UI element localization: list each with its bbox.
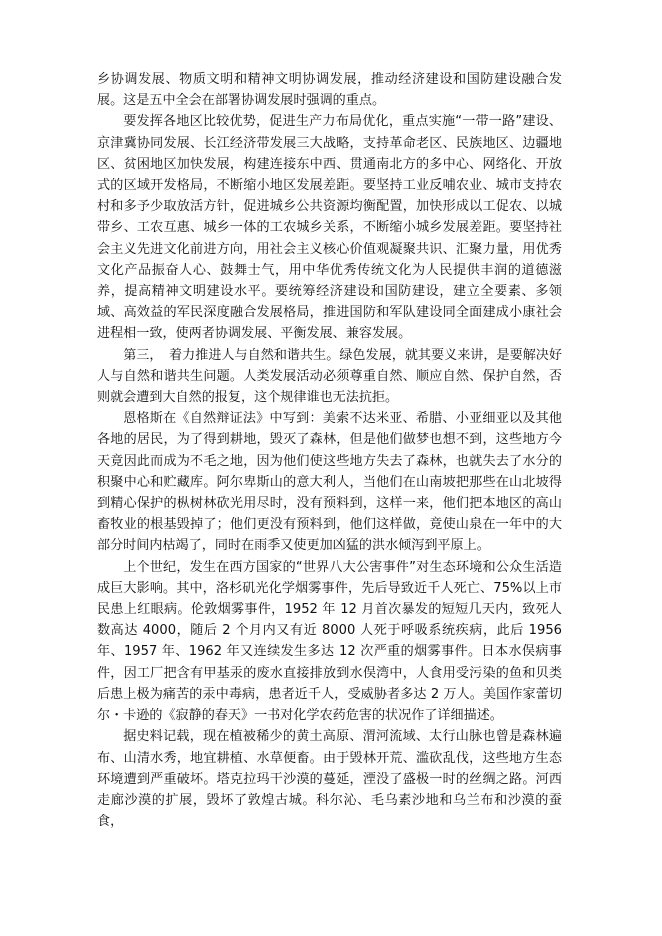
paragraph-4: 恩格斯在《自然辩证法》中写到：美索不达米亚、希腊、小亚细亚以及其他各地的居民，为了得到耕地，毁灭了森林，但是他们做梦也想不到，这些地方今天竟因此而成为不毛之地，因为他们使这些地方失去了森林，也就失去了水分的积聚中心和贮藏库。阿尔卑斯山的意大利人，当他们在山南坡把那些在山北坡得到精心保护的枞树林砍光用尽时，没有预料到，这样一来，他们把本地区的高山畜牧业的根基毁掉了；他们更没有预料到，他们这样做，竟使山泉在一年中的大部分时间内枯竭了，同时在雨季又使更加凶猛的洪水倾泻到平原上。: [97, 411, 562, 554]
body-text: [97, 69, 562, 832]
paragraph-1: 乡协调发展、物质文明和精神文明协调发展，推动经济建设和国防建设融合发展。这是五中全会在部署协调发展时强调的重点。: [97, 72, 562, 109]
paragraph-6: 据史料记载，现在植被稀少的黄土高原、渭河流域、太行山脉也曾是森林遍布、山清水秀，地宜耕植、水草便畜。由于毁林开荒、滥砍乱伐，这些地方生态环境遭到严重破坏。塔克拉玛干沙漠的蔓延，湮没了盛极一时的丝绸之路。河西走廊沙漠的扩展，毁坏了敦煌古城。科尔沁、毛乌素沙地和乌兰布和沙漠的蚕食，: [97, 729, 562, 830]
paragraph-5: 上个世纪，发生在西方国家的“世界八大公害事件”对生态环境和公众生活造成巨大影响。其中，洛杉矶光化学烟雾事件，先后导致近千人死亡、75%以上市民患上红眼病。伦敦烟雾事件，1952 年 12 月首次暴发的短短几天内，致死人数高达 4000，随后 2 个月内又有近 8000 人死于呼吸系统疾病，此后 1956 年、1957 年、1962 年又连续发生多达 12 次严重的烟雾事件。日本水俣病事件，因工厂把含有甲基汞的废水直接排放到水俣湾中，人食用受污染的鱼和贝类后患上极为痛苦的汞中毒病，患者近千人，受威胁者多达 2 万人。美国作家蕾切尔・卡逊的《寂静的春天》一书对化学农药危害的状况作了详细描述。: [97, 559, 562, 724]
paragraph-2: 要发挥各地区比较优势，促进生产力布局优化，重点实施“一带一路”建设、京津冀协同发展、长江经济带发展三大战略，支持革命老区、民族地区、边疆地区、贫困地区加快发展，构建连接东中西、贯通南北方的多中心、网络化、开放式的区域开发格局，不断缩小地区发展差距。要坚持工业反哺农业、城市支持农村和多予少取放活方针，促进城乡公共资源均衡配置，加快形成以工促农、以城带乡、工农互惠、城乡一体的工农城乡关系，不断缩小城乡发展差距。要坚持社会主义先进文化前进方向，用社会主义核心价值观凝聚共识、汇聚力量，用优秀文化产品振奋人心、鼓舞士气，用中华优秀传统文化为人民提供丰润的道德滋养，提高精神文明建设水平。要统筹经济建设和国防建设，建立全要素、多领域、高效益的军民深度融合发展格局，推进国防和军队建设同全面建成小康社会进程相一致，使两者协调发展、平衡发展、兼容发展。: [97, 114, 562, 342]
paragraph-3: 第三， 着力推进人与自然和谐共生。绿色发展，就其要义来讲，是要解决好人与自然和谐共生问题。人类发展活动必须尊重自然、顺应自然、保护自然，否则就会遭到大自然的报复，这个规律谁也无法抗拒。: [97, 347, 562, 406]
